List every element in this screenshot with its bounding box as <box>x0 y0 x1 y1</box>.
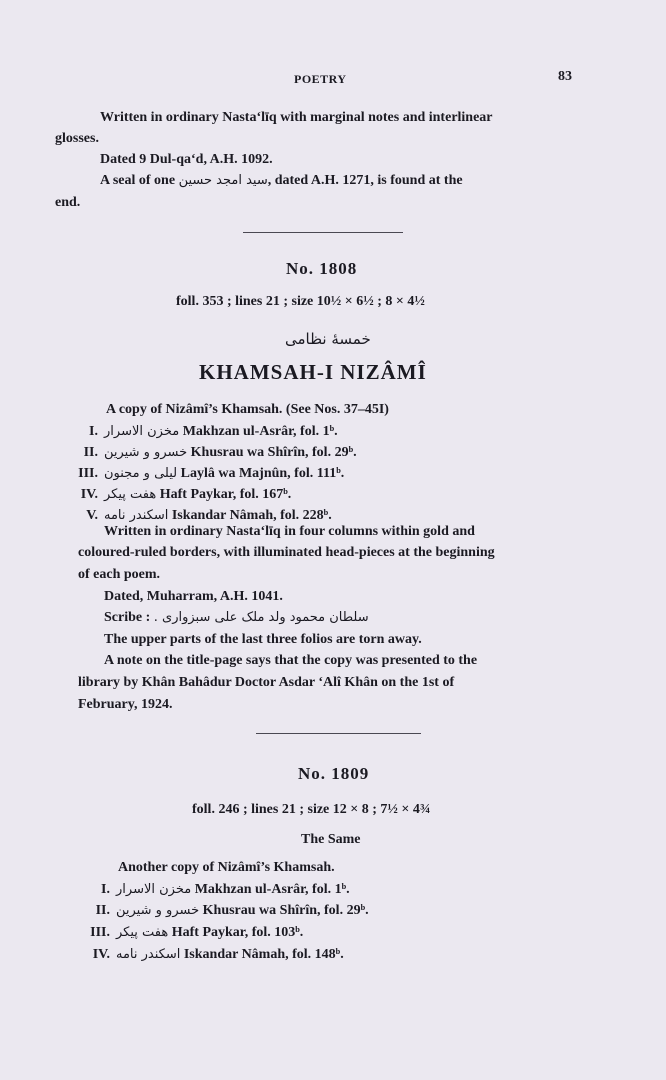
seal-suffix: , dated A.H. 1271, is found at the <box>267 173 463 188</box>
list-item: III. لیلی و مجنون Laylâ wa Majnûn, fol. 111ᵇ. <box>78 466 345 481</box>
title-persian: خمسهٔ نظامی <box>285 330 371 348</box>
note-line: February, 1924. <box>78 697 173 712</box>
section-divider <box>243 232 403 233</box>
description-line: coloured-ruled borders, with illuminated head-pieces at the beginning <box>78 545 495 560</box>
intro-line: A copy of Nizâmî’s Khamsah. (See Nos. 37–45I) <box>106 402 389 417</box>
seal-persian: سید امجد حسین <box>178 173 268 188</box>
paragraph-line: end. <box>55 195 81 210</box>
list-item: II. خسرو و شیرین Khusrau wa Shîrîn, fol. 29ᵇ. <box>83 445 357 460</box>
list-item: V. اسکندر نامه Iskandar Nâmah, fol. 228ᵇ. <box>86 508 332 523</box>
condition-line: The upper parts of the last three folios are torn away. <box>104 632 422 647</box>
page-number: 83 <box>558 69 572 84</box>
list-item: IV. هفت پیکر Haft Paykar, fol. 167ᵇ. <box>80 487 292 502</box>
running-title: POETRY <box>294 72 347 86</box>
scribe-persian: سلطان محمود ولد ملک علی سبزواری . <box>153 610 369 625</box>
list-item: IV. اسکندر نامه Iskandar Nâmah, fol. 148ᵇ. <box>92 947 344 962</box>
collation-line: foll. 353 ; lines 21 ; size 10½ × 6½ ; 8 × 4½ <box>176 294 425 309</box>
entry-subtitle: The Same <box>301 832 361 847</box>
section-divider <box>256 733 421 734</box>
list-item: III. هفت پیکر Haft Paykar, fol. 103ᵇ. <box>90 925 304 940</box>
contents-list <box>70 882 570 972</box>
list-item: I. مخزن الاسرار Makhzan ul-Asrâr, fol. 1ᵇ. <box>89 424 338 439</box>
seal-prefix: A seal of one <box>100 173 176 188</box>
list-item: II. خسرو و شیرین Khusrau wa Shîrîn, fol. 29ᵇ. <box>95 903 369 918</box>
collation-line: foll. 246 ; lines 21 ; size 12 × 8 ; 7½ × 4¾ <box>192 802 431 817</box>
intro-line: Another copy of Nizâmî’s Khamsah. <box>118 860 335 875</box>
note-line: library by Khân Bahâdur Doctor Asdar ‘Alî Khân on the 1st of <box>78 675 455 690</box>
description-line: of each poem. <box>78 567 161 582</box>
entry-title: KHAMSAH-I NIZÂMÎ <box>199 360 427 384</box>
paragraph-line: glosses. <box>55 131 99 146</box>
contents-list <box>58 424 578 534</box>
dated-line: Dated 9 Dul-qa‘d, A.H. 1092. <box>100 152 273 167</box>
note-line: A note on the title-page says that the copy was presented to the <box>104 653 478 668</box>
paragraph-line: Written in ordinary Nasta‘līq with marginal notes and interlinear <box>100 110 493 125</box>
entry-number: No. 1808 <box>286 259 358 278</box>
description-line: Written in ordinary Nasta‘līq in four columns within gold and <box>104 524 475 539</box>
scribe-line: Scribe : سلطان محمود ولد ملک علی سبزواری . <box>104 610 369 625</box>
entry-number: No. 1809 <box>298 764 370 783</box>
list-item: I. مخزن الاسرار Makhzan ul-Asrâr, fol. 1ᵇ. <box>101 882 350 897</box>
seal-line <box>100 173 463 189</box>
dated-line: Dated, Muharram, A.H. 1041. <box>104 589 283 604</box>
